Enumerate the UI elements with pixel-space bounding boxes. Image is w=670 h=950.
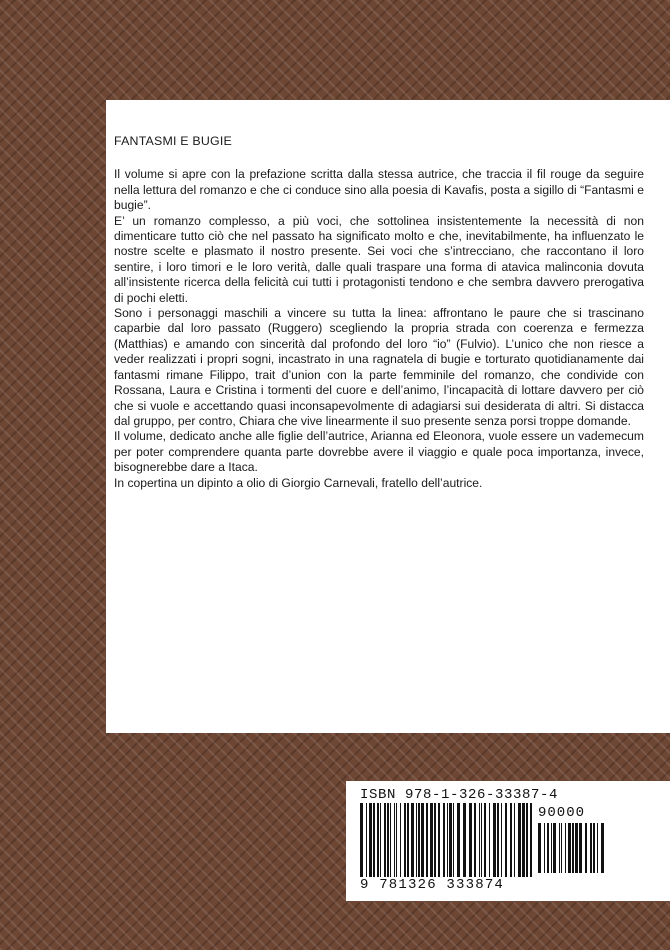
paragraph-novel: E’ un romanzo complesso, a più voci, che sottolinea insistentemente la necessità di non dimenticare tutto ciò che nel passato ha significato molto e che, inevitabilmente, ha influenzato le nostre scelte e plasmato il nostro presente. Sei voci che s’intrecciano, che raccontano il loro sentire, i loro timori e le loro verità, dalle quali traspare una forma di atavica malinconia dovuta all’insistente ricerca della felicità cui tutti i protagonisti tendono e che sembra davvero prerogativa di pochi eletti. <box>114 213 644 305</box>
paragraph-intro: Il volume si apre con la prefazione scritta dalla stessa autrice, che traccia il fil rouge da seguire nella lettura del romanzo e che ci conduce sino alla poesia di Kavafis, posta a sigillo di “Fantasmi e bugie”. <box>114 167 644 213</box>
barcode-bar <box>484 803 486 877</box>
addon-bar <box>544 823 545 873</box>
barcode-bar <box>366 803 367 877</box>
text-panel <box>106 100 670 733</box>
isbn-label: ISBN 978-1-326-33387-4 <box>360 787 559 803</box>
barcode-bar <box>463 803 466 877</box>
barcode-bar <box>493 803 496 877</box>
barcode-bar <box>438 803 440 877</box>
price-addon-bars <box>538 823 604 873</box>
barcode-bar <box>481 803 482 877</box>
barcode-bar <box>497 803 499 877</box>
barcode-bar <box>377 803 379 877</box>
barcode-bar <box>369 803 372 877</box>
paragraph-characters: Sono i personaggi maschili a vincere su tutta la linea: affrontano le paure che si trascinano caparbie dal loro passato (Ruggero) scegliendo la propria strada con coerenza e fermezza (Matthias) e amando con sincerità dal profondo del loro “io” (Fulvio). L’unico che non riesce a veder realizzati i propri sogni, incastrato in una ragnatela di bugie e torturato quotidianamente dai fantasmi rimane Filippo, trait d’union con la parte femminile del romanzo, che condivide con Rossana, Laura e Cristina i tormenti del cuore e dell’animo, l’incapacità di lottare davvero per ciò che si vuole e accettando quasi inconsapevolmente di adagiarsi sui desiderata di altri. Si distacca dal gruppo, per contro, Chiara che vive linearmente il suo presente senza porsi troppe domande. <box>114 306 644 428</box>
barcode-area <box>346 781 670 901</box>
barcode-bar <box>522 803 525 877</box>
barcode-bar <box>416 803 417 877</box>
barcode-bar <box>526 803 528 877</box>
barcode-bar <box>380 803 381 877</box>
barcode-bar <box>505 803 507 877</box>
ean-barcode-bars <box>360 803 532 877</box>
barcode-bar <box>434 803 436 877</box>
barcode-bar <box>469 803 472 877</box>
barcode-bar <box>390 803 391 877</box>
barcode-bar <box>510 803 512 877</box>
barcode-bar <box>360 803 363 877</box>
barcode-bar <box>501 803 502 877</box>
addon-bar <box>559 823 560 873</box>
addon-bar <box>551 823 552 873</box>
addon-bar <box>572 823 574 873</box>
barcode-bar <box>394 803 395 877</box>
barcode-bar <box>418 803 420 877</box>
barcode-bar <box>387 803 389 877</box>
barcode-bar <box>530 803 532 877</box>
paragraph-cover-art: In copertina un dipinto a olio di Giorgio Carnevali, fratello dell’autrice. <box>114 475 483 490</box>
book-title: FANTASMI E BUGIE <box>114 134 232 148</box>
addon-bar <box>593 823 595 873</box>
addon-bar <box>579 823 582 873</box>
barcode-bar <box>400 803 401 877</box>
addon-bar <box>590 823 592 873</box>
addon-bar <box>561 823 562 873</box>
barcode-bar <box>421 803 424 877</box>
barcode-bar <box>373 803 375 877</box>
barcode-bar <box>474 803 476 877</box>
price-code: 90000 <box>538 805 586 821</box>
barcode-bar <box>457 803 460 877</box>
barcode-bar <box>426 803 428 877</box>
ean-digits: 9 781326 333874 <box>360 877 505 893</box>
paragraph-dedication: Il volume, dedicato anche alle figlie dell’autrice, Arianna ed Eleonora, vuole essere un vademecum per poter comprendere quanta parte dovrebbe avere il viaggio e quale poca importanza, invece, bisognerebbe dare a Itaca. <box>114 429 644 475</box>
barcode-bar <box>443 803 445 877</box>
addon-bar <box>538 823 541 873</box>
barcode-bar <box>411 803 414 877</box>
barcode-bar <box>396 803 397 877</box>
barcode-bar <box>489 803 490 877</box>
addon-bar <box>568 823 571 873</box>
barcode-bar <box>384 803 386 877</box>
barcode-bar <box>447 803 448 877</box>
addon-bar <box>575 823 578 873</box>
description-block <box>114 134 644 491</box>
addon-bar <box>601 823 604 873</box>
addon-bar <box>585 823 587 873</box>
barcode-bar <box>449 803 452 877</box>
barcode-bar <box>404 803 406 877</box>
barcode-bar <box>514 803 515 877</box>
addon-bar <box>547 823 549 873</box>
addon-bar <box>565 823 566 873</box>
barcode-bar <box>407 803 409 877</box>
barcode-bar <box>453 803 454 877</box>
addon-bar <box>553 823 556 873</box>
barcode-bar <box>479 803 480 877</box>
barcode-bar <box>518 803 521 877</box>
addon-bar <box>597 823 598 873</box>
barcode-bar <box>430 803 433 877</box>
